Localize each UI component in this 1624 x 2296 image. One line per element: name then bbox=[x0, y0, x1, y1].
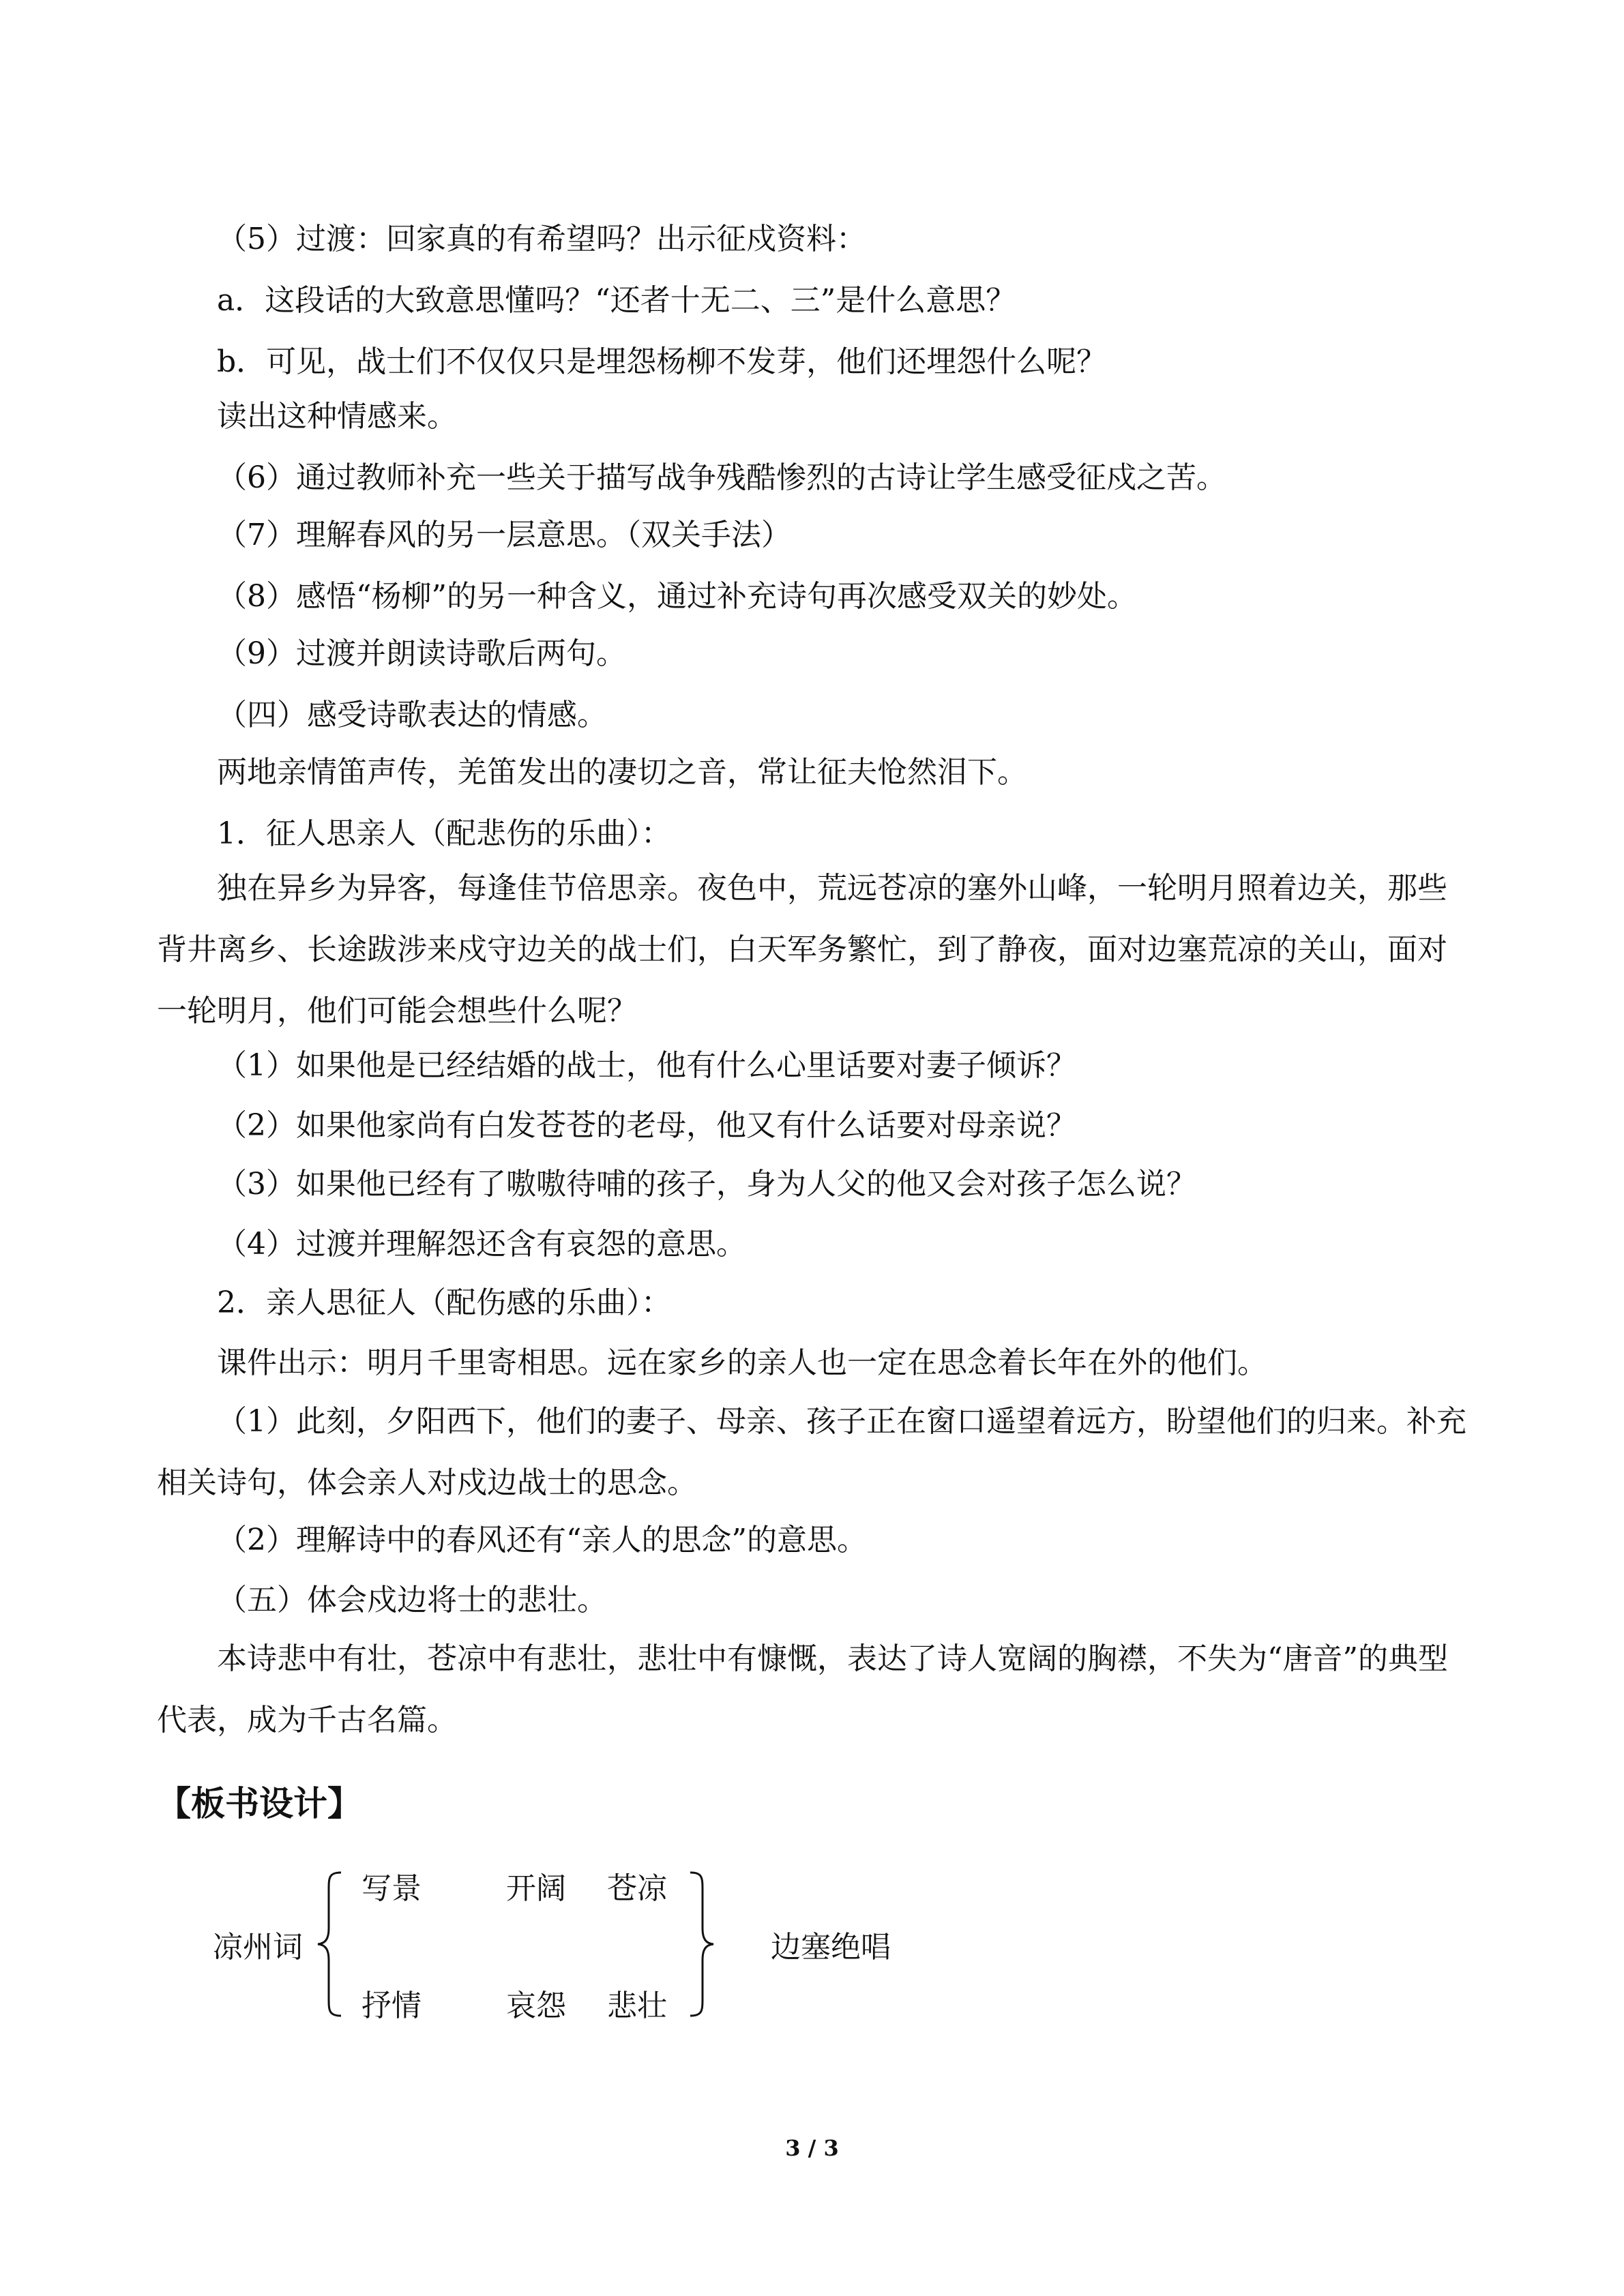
paragraph-part-2-item-1: （1）此刻，夕阳西下，他们的妻子、母亲、孩子正在窗口遥望着远方，盼望他们的归来。补充相关诗句，体会亲人对戍边战士的思念。 bbox=[157, 1404, 1466, 1500]
paragraph-flute: 两地亲情笛声传，羌笛发出的凄切之音，常让征夫怆然泪下。 bbox=[217, 755, 1027, 790]
paragraph-item-7: （7）理解春风的另一层意思。（双关手法） bbox=[217, 518, 791, 552]
paragraph-part-1-item-4: （4）过渡并理解怨还含有哀怨的意思。 bbox=[217, 1227, 746, 1262]
paragraph-question-a: a．这段话的大致意思懂吗？“还者十无二、三”是什么意思？ bbox=[217, 283, 1016, 318]
board-bottom-label: 抒情 bbox=[361, 1988, 422, 2023]
paragraph-section-5: （五）体会戍边将士的悲壮。 bbox=[217, 1583, 607, 1617]
paragraph-part-1-item-1: （1）如果他是已经结婚的战士，他有什么心里话要对妻子倾诉？ bbox=[217, 1048, 1076, 1083]
paragraph-section-4: （四）感受诗歌表达的情感。 bbox=[217, 698, 607, 732]
paragraph-item-9: （9）过渡并朗读诗歌后两句。 bbox=[217, 636, 626, 671]
board-top-word-1: 开阔 bbox=[506, 1871, 566, 1906]
paragraph-item-8: （8）感悟“杨柳”的另一种含义，通过补充诗句再次感受双关的妙处。 bbox=[217, 579, 1137, 614]
paragraph-item-6: （6）通过教师补充一些关于描写战争残酷惨烈的古诗让学生感受征戍之苦。 bbox=[217, 460, 1226, 495]
board-bottom-word-2: 悲壮 bbox=[607, 1988, 667, 2023]
paragraph-read-emotion: 读出这种情感来。 bbox=[217, 399, 457, 434]
paragraph-part-2-heading: 2．亲人思征人（配伤感的乐曲）： bbox=[217, 1285, 671, 1320]
left-brace-icon bbox=[314, 1870, 345, 2018]
board-top-word-2: 苍凉 bbox=[607, 1871, 667, 1906]
paragraph-part-2-item-2: （2）理解诗中的春风还有“亲人的思念”的意思。 bbox=[217, 1523, 867, 1557]
paragraph-part-1-heading: 1．征人思亲人（配悲伤的乐曲）： bbox=[217, 816, 671, 851]
paragraph-conclusion: 本诗悲中有壮，苍凉中有悲壮，悲壮中有慷慨，表达了诗人宽阔的胸襟，不失为“唐音”的典型代表，成为千古名篇。 bbox=[157, 1641, 1448, 1738]
paragraph-question-b: b．可见，战士们不仅仅只是埋怨杨柳不发芽，他们还埋怨什么呢？ bbox=[217, 344, 1107, 379]
right-brace-icon bbox=[686, 1870, 718, 2018]
paragraph-transition-5: （5）过渡：回家真的有希望吗？出示征戍资料： bbox=[217, 222, 866, 256]
paragraph-part-1-item-3: （3）如果他已经有了嗷嗷待哺的孩子，身为人父的他又会对孩子怎么说？ bbox=[217, 1167, 1196, 1202]
board-title: 凉州词 bbox=[213, 1930, 303, 1965]
paragraph-part-1-item-2: （2）如果他家尚有白发苍苍的老母，他又有什么话要对母亲说？ bbox=[217, 1108, 1076, 1143]
paragraph-courseware: 课件出示：明月千里寄相思。远在家乡的亲人也一定在思念着长年在外的他们。 bbox=[217, 1345, 1267, 1380]
board-result: 边塞绝唱 bbox=[771, 1930, 891, 1965]
paragraph-night-scene: 独在异乡为异客，每逢佳节倍思亲。夜色中，荒远苍凉的塞外山峰，一轮明月照着边关，那些背井离乡、长途跋涉来戍守边关的战士们，白天军务繁忙，到了静夜，面对边塞荒凉的关山，面对一轮明月，他们可能会想些什么呢？ bbox=[157, 871, 1447, 1028]
board-bottom-word-1: 哀怨 bbox=[506, 1988, 566, 2023]
page-number: 3 / 3 bbox=[785, 2135, 839, 2161]
section-heading-board-design: 【板书设计】 bbox=[157, 1784, 361, 1823]
board-top-label: 写景 bbox=[361, 1871, 422, 1906]
